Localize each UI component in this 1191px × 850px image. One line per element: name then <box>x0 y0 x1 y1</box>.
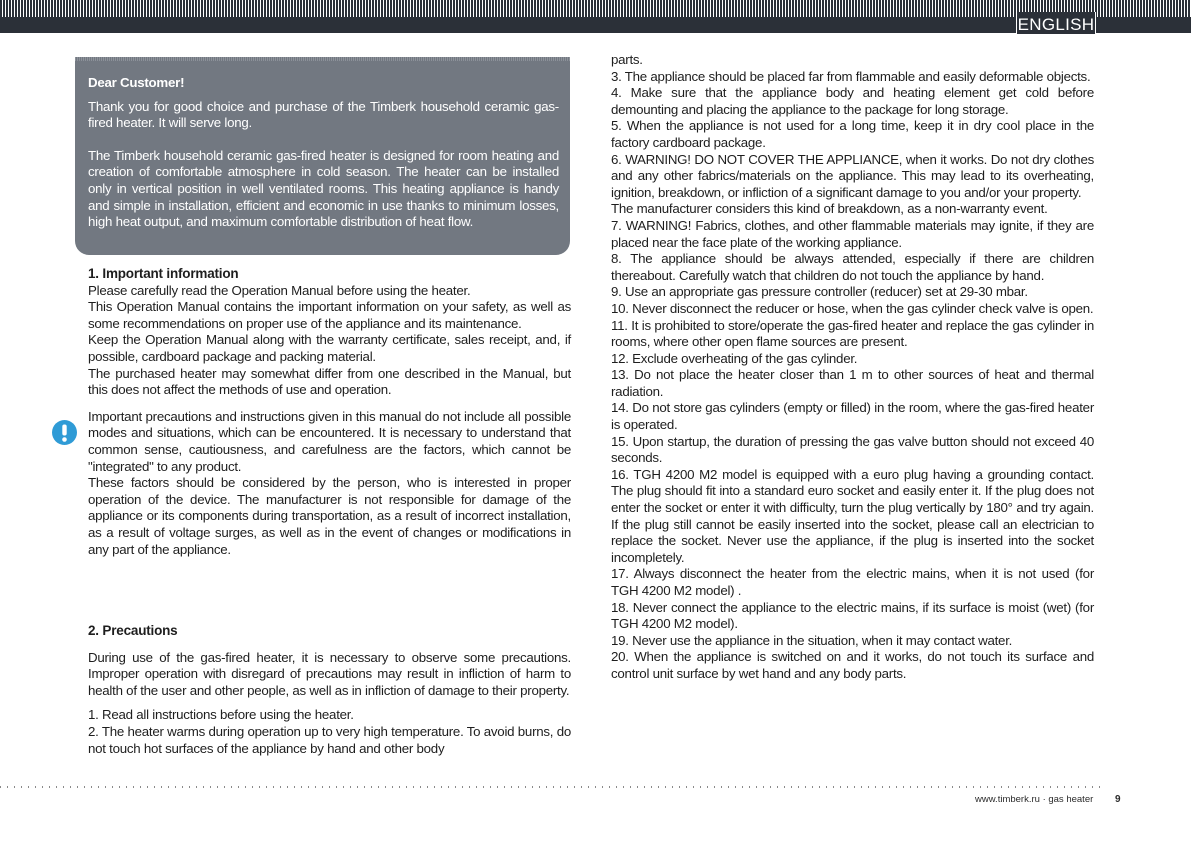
footer-site[interactable]: www.timberk.ru · gas heater <box>975 794 1094 805</box>
language-label: ENGLISH <box>1016 12 1096 34</box>
header-stripe-bar <box>0 0 1191 33</box>
dotted-divider <box>0 786 1105 788</box>
section1-paragraph: Please carefully read the Operation Manual before using the heater. <box>88 282 471 298</box>
precaution-item: 11. It is prohibited to store/operate the gas-fired heater and replace the gas cylinder in rooms, where other open flame sources are present. <box>611 317 1094 350</box>
precaution-item: 6. WARNING! DO NOT COVER THE APPLIANCE, when it works. Do not dry clothes and any other fabrics/materials on the appliance. This may lead to its overheating, ignition, breakdown, or infliction of a significant damage to you and/or your property. <box>611 151 1094 200</box>
intro-box <box>75 57 570 255</box>
precautions-continued <box>611 52 1094 683</box>
precaution-item: 16. TGH 4200 M2 model is equipped with a euro plug having a grounding contact. The plug should fit into a standard euro socket and easily enter it. If the plug does not enter the socket or enter it with difficulty, turn the plug vertically by 180° and try again. If the plug still cannot be easily inserted into the socket, please call an electrician to replace the socket. Never use the appliance, if the plug is inserted into the socket incompletely. <box>611 466 1094 565</box>
precaution-item: 18. Never connect the appliance to the electric mains, if its surface is moist (wet) (for TGH 4200 M2 model). <box>611 599 1094 632</box>
notice-paragraph: Important precautions and instructions given in this manual do not include all possible modes and situations, which can be encountered. It is necessary to understand that common sense, cautiousness, and carefulness are the factors, which cannot be "integrated" to any product. <box>88 408 571 474</box>
precaution-item: 8. The appliance should be always attended, especially if there are children thereabout. Carefully watch that children do not touch the appliance by hand. <box>611 251 1094 283</box>
precaution-item: 17. Always disconnect the heater from the electric mains, when it is not used (for TGH 4200 M2 model) . <box>611 566 1094 598</box>
section1-paragraph: Keep the Operation Manual along with the warranty certificate, sales receipt, and, if possible, cardboard package and packing material. <box>88 332 571 364</box>
precaution-item: parts. <box>611 52 643 67</box>
precaution-item: 9. Use an appropriate gas pressure controller (reducer) set at 29-30 mbar. <box>611 284 1028 300</box>
precaution-item: 10. Never disconnect the reducer or hose, when the gas cylinder check valve is open. <box>611 300 1094 316</box>
section1-paragraph: The purchased heater may somewhat differ from one described in the Manual, but this does not affect the methods of use and operation. <box>88 365 571 398</box>
section1-paragraph: This Operation Manual contains the important information on your safety, as well as some recommendations on proper use of the appliance and its maintenance. <box>88 299 571 331</box>
precaution-item: The manufacturer considers this kind of breakdown, as a non-warranty event. <box>611 201 1048 217</box>
section-important-information <box>88 266 571 558</box>
precaution-item: 5. When the appliance is not used for a long time, keep it in dry cool place in the factory cardboard package. <box>611 118 1094 150</box>
section2-title: 2. Precautions <box>88 623 178 638</box>
section1-title: 1. Important information <box>88 266 239 281</box>
precaution-item: 13. Do not place the heater closer than 1 m to other sources of heat and thermal radiation. <box>611 367 1094 399</box>
precaution-item: 7. WARNING! Fabrics, clothes, and other flammable materials may ignite, if they are placed near the face plate of the working appliance. <box>611 217 1094 250</box>
precaution-item: 19. Never use the appliance in the situation, when it may contact water. <box>611 632 1013 648</box>
precaution-item: 12. Exclude overheating of the gas cylinder. <box>611 350 858 366</box>
page-number: 9 <box>1115 794 1121 805</box>
exclamation-icon <box>52 420 77 445</box>
section-precautions <box>88 623 571 757</box>
precaution-item: 15. Upon startup, the duration of pressing the gas valve button should not exceed 40 seconds. <box>611 433 1094 466</box>
precaution-item: 20. When the appliance is switched on and it works, do not touch its surface and control unit surface by wet hand and any body parts. <box>611 649 1094 681</box>
precaution-item: 2. The heater warms during operation up to very high temperature. To avoid burns, do not touch hot surfaces of the appliance by hand and other body <box>88 723 571 756</box>
greeting: Dear Customer! <box>88 75 185 90</box>
intro-paragraph-1: Thank you for good choice and purchase of the Timberk household ceramic gas-fired heater. It will serve long. <box>88 98 559 131</box>
intro-paragraph-2: The Timberk household ceramic gas-fired heater is designed for room heating and creation of comfortable atmosphere in cold season. The heater can be installed only in vertical position in well ventilated rooms. This heating appliance is handy and simple in installation, efficient and economic in use thanks to minimum losses, high heat output, and maximum comfortable distribution of heat flow. <box>88 147 559 230</box>
precaution-item: 3. The appliance should be placed far from flammable and easily deformable objects. <box>611 68 1091 84</box>
section2-intro: During use of the gas-fired heater, it is necessary to observe some precautions. Improper operation with disregard of precautions may result in infliction of harm to health of the user and other people, as well as in infliction of damage to their property. <box>88 649 571 698</box>
notice-paragraph: These factors should be considered by the person, who is interested in proper operation of the device. The manufacturer is not responsible for damage of the appliance or its components during transportation, as a result of incorrect installation, as a result of voltage surges, as well as in the event of changes or modifications in any part of the appliance. <box>88 475 571 557</box>
precaution-item: 4. Make sure that the appliance body and heating element get cold before demounting and placing the appliance to the package for long storage. <box>611 85 1094 117</box>
precaution-item: 14. Do not store gas cylinders (empty or filled) in the room, where the gas-fired heater is operated. <box>611 400 1094 433</box>
precaution-item: 1. Read all instructions before using the heater. <box>88 707 354 723</box>
